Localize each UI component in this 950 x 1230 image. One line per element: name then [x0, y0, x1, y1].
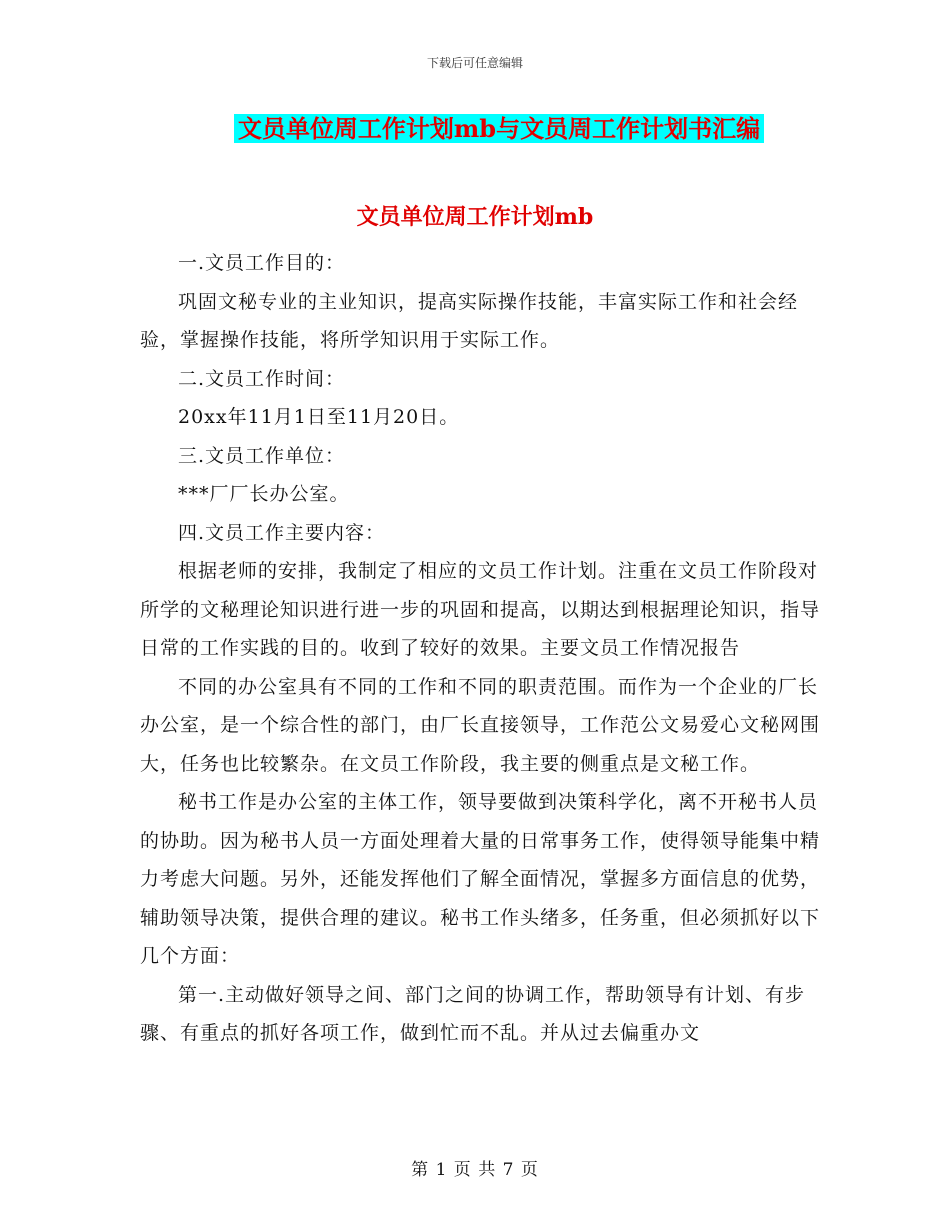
paragraph: 根据老师的安排，我制定了相应的文员工作计划。注重在文员工作阶段对所学的文秘理论知识进行进一步的巩固和提高，以期达到根据理论知识，指导日常的工作实践的目的。收到了较好的效果。主要文员工作情况报告 [140, 560, 821, 659]
paragraph: 20xx年11月1日至11月20日。 [178, 406, 460, 428]
page-number-footer: 第 1 页 共 7 页 [411, 1160, 539, 1180]
paragraph: 一.文员工作目的： [178, 252, 346, 274]
paragraph: ***厂厂长办公室。 [178, 483, 350, 505]
document-body [140, 244, 820, 1053]
section-title: 文员单位周工作计划mb [356, 204, 594, 230]
paragraph: 二.文员工作时间： [178, 367, 346, 390]
paragraph: 四.文员工作主要内容： [178, 521, 386, 544]
document-title [0, 111, 950, 147]
document-title-highlight: 文员单位周工作计划mb与文员周工作计划书汇编 [234, 114, 764, 143]
paragraph: 巩固文秘专业的主业知识，提高实际操作技能，丰富实际工作和社会经验，掌握操作技能，将所学知识用于实际工作。 [140, 290, 799, 351]
page-header-note: 下载后可任意编辑 [426, 56, 523, 70]
paragraph: 不同的办公室具有不同的工作和不同的职责范围。而作为一个企业的厂长办公室，是一个综合性的部门，由厂长直接领导，工作范公文易爱心文秘网围大，任务也比较繁杂。在文员工作阶段，我主要的侧重点是文秘工作。 [140, 675, 821, 775]
paragraph: 第一.主动做好领导之间、部门之间的协调工作，帮助领导有计划、有步骤、有重点的抓好各项工作，做到忙而不乱。并从过去偏重办文 [140, 983, 806, 1044]
paragraph: 秘书工作是办公室的主体工作，领导要做到决策科学化，离不开秘书人员的协助。因为秘书人员一方面处理着大量的日常事务工作，使得领导能集中精力考虑大问题。另外，还能发挥他们了解全面情况，掌握多方面信息的优势，辅助领导决策，提供合理的建议。秘书工作头绪多，任务重，但必须抓好以下几个方面： [140, 791, 821, 967]
paragraph: 三.文员工作单位： [178, 444, 346, 467]
